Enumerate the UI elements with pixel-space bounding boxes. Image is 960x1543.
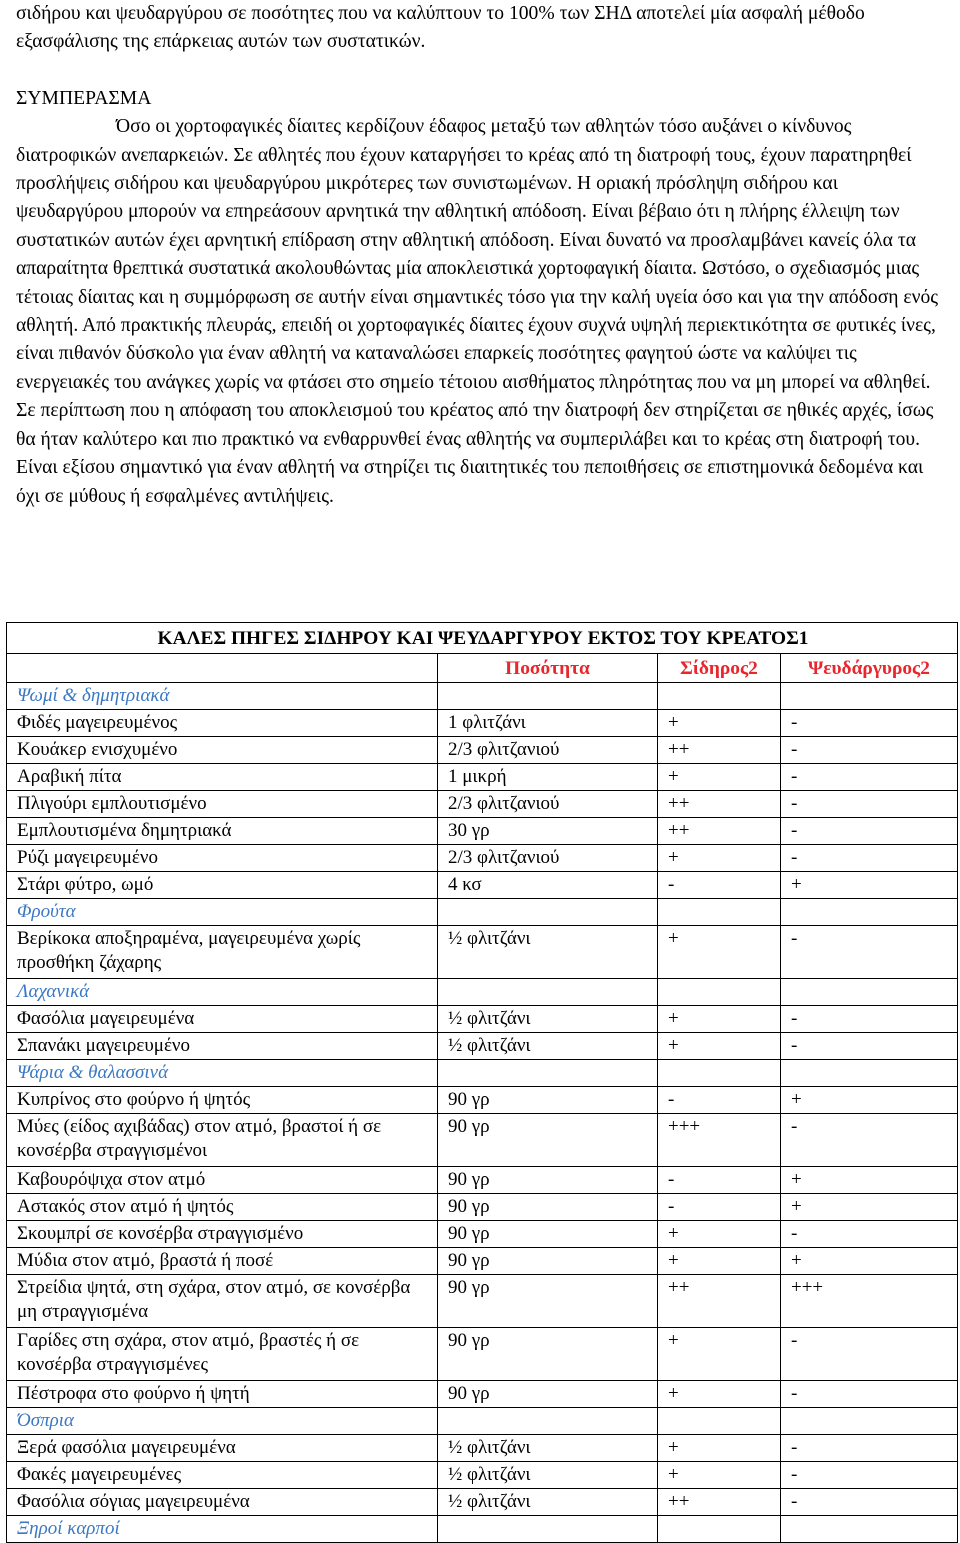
food-name-cell: Κυπρίνος στο φούρνο ή ψητός: [7, 1087, 438, 1114]
category-row: [7, 979, 958, 1006]
table-header-row: [7, 654, 958, 683]
food-name-cell: Ρύζι μαγειρευμένο: [7, 845, 438, 872]
table-row: [7, 1114, 958, 1167]
header-iron: Σίδηρος2: [658, 654, 781, 683]
table-row: [7, 1435, 958, 1462]
zinc-cell: -: [781, 1114, 958, 1167]
table-row: [7, 737, 958, 764]
table-row: [7, 764, 958, 791]
iron-cell: +: [658, 1221, 781, 1248]
document-body: [16, 0, 944, 511]
food-name-cell: Φακές μαγειρευμένες: [7, 1462, 438, 1489]
category-row: [7, 1408, 958, 1435]
empty-cell: [658, 1516, 781, 1543]
category-label: Ψωμί & δημητριακά: [7, 683, 438, 710]
food-name-cell: Σκουμπρί σε κονσέρβα στραγγισμένο: [7, 1221, 438, 1248]
food-name-cell: Αστακός στον ατμό ή ψητός: [7, 1194, 438, 1221]
category-label: Λαχανικά: [7, 979, 438, 1006]
food-name-cell: Γαρίδες στη σχάρα, στον ατμό, βραστές ή σε κονσέρβα στραγγισμένες: [7, 1328, 438, 1381]
quantity-cell: 90 γρ: [438, 1275, 658, 1328]
food-name-cell: Φιδές μαγειρευμένος: [7, 710, 438, 737]
table-row: [7, 845, 958, 872]
food-name-cell: Εμπλουτισμένα δημητριακά: [7, 818, 438, 845]
iron-cell: +: [658, 1328, 781, 1381]
food-name-cell: Κουάκερ ενισχυμένο: [7, 737, 438, 764]
empty-cell: [781, 1516, 958, 1543]
iron-cell: +: [658, 1248, 781, 1275]
table-row: [7, 1489, 958, 1516]
category-row: [7, 1060, 958, 1087]
zinc-cell: +: [781, 1167, 958, 1194]
food-name-cell: Φασόλια σόγιας μαγειρευμένα: [7, 1489, 438, 1516]
zinc-cell: +++: [781, 1275, 958, 1328]
conclusion-paragraph: Όσο οι χορτοφαγικές δίαιτες κερδίζουν έδαφος μεταξύ των αθλητών τόσο αυξάνει ο κίνδυνος διατροφικών ανεπαρκειών. Σε αθλητές που έχουν καταργήσει το κρέας από τη διατροφή τους, έχουν παρατηρηθεί προσλήψεις σιδήρου και ψευδαργύρου μικρότερες των συνιστωμένων. Η οριακή πρόσληψη σιδήρου και ψευδαργύρου μπορούν να επηρεάσουν αρνητικά την αθλητική απόδοση. Είναι βέβαιο ότι η πλήρης έλλειψη των συστατικών αυτών έχει αρνητική επίδραση στην αθλητική απόδοση. Είναι δυνατό να προσλαμβάνει κανείς όλα τα απαραίτητα θρεπτικά συστατικά ακολουθώντας μία αποκλειστικά χορτοφαγική δίαιτα. Ωστόσο, ο σχεδιασμός μιας τέτοιας δίαιτας και η συμμόρφωση σε αυτήν είναι σημαντικές τόσο για την καλή υγεία όσο και για την απόδοση ενός αθλητή. Από πρακτικής πλευράς, επειδή οι χορτοφαγικές δίαιτες έχουν συχνά υψηλή περιεκτικότητα σε φυτικές ίνες, είναι πιθανόν δύσκολο για έναν αθλητή να καταναλώσει επαρκείς ποσότητες φαγητού ώστε να καλύψει τις ενεργειακές του ανάγκες χωρίς να φτάσει στο σημείο τέτοιου αισθήματος πληρότητας που να μη μπορεί να αθληθεί. Σε περίπτωση που η απόφαση του αποκλεισμού του κρέατος από την διατροφή δεν στηρίζεται σε ηθικές αρχές, ίσως θα ήταν καλύτερο και πιο πρακτικό να ενθαρρυνθεί ένας αθλητής να συμπεριλάβει και το κρέας στη διατροφή του. Είναι εξίσου σημαντικό για έναν αθλητή να στηρίζει τις διαιτητικές του πεποιθήσεις σε επιστημονικά δεδομένα και όχι σε μύθους ή εσφαλμένες αντιλήψεις.: [16, 116, 939, 507]
zinc-cell: -: [781, 1006, 958, 1033]
food-name-cell: Αραβική πίτα: [7, 764, 438, 791]
empty-cell: [781, 1408, 958, 1435]
food-name-cell: Μύες (είδος αχιβάδας) στον ατμό, βραστοί ή σε κονσέρβα στραγγισμένοι: [7, 1114, 438, 1167]
zinc-cell: +: [781, 1087, 958, 1114]
quantity-cell: ½ φλιτζάνι: [438, 1033, 658, 1060]
table-row: [7, 1033, 958, 1060]
zinc-cell: -: [781, 1033, 958, 1060]
quantity-cell: 2/3 φλιτζανιού: [438, 845, 658, 872]
table-row: [7, 1462, 958, 1489]
quantity-cell: 90 γρ: [438, 1381, 658, 1408]
empty-cell: [781, 683, 958, 710]
empty-cell: [438, 1060, 658, 1087]
category-row: [7, 683, 958, 710]
iron-cell: +++: [658, 1114, 781, 1167]
iron-cell: +: [658, 845, 781, 872]
category-label: Φρούτα: [7, 899, 438, 926]
food-name-cell: Καβουρόψιχα στον ατμό: [7, 1167, 438, 1194]
zinc-cell: +: [781, 1248, 958, 1275]
zinc-cell: -: [781, 1489, 958, 1516]
table-row: [7, 1006, 958, 1033]
intro-paragraph: σιδήρου και ψευδαργύρου σε ποσότητες που να καλύπτουν το 100% των ΣΗΔ αποτελεί μία ασφαλή μέθοδο εξασφάλισης της επάρκειας αυτών των συστατικών.: [16, 3, 865, 53]
zinc-cell: -: [781, 791, 958, 818]
quantity-cell: 90 γρ: [438, 1194, 658, 1221]
empty-cell: [438, 899, 658, 926]
iron-cell: -: [658, 1167, 781, 1194]
iron-cell: +: [658, 1435, 781, 1462]
iron-cell: -: [658, 872, 781, 899]
table-row: [7, 872, 958, 899]
food-name-cell: Ξερά φασόλια μαγειρευμένα: [7, 1435, 438, 1462]
category-row: [7, 899, 958, 926]
zinc-cell: -: [781, 1381, 958, 1408]
food-name-cell: Στάρι φύτρο, ωμό: [7, 872, 438, 899]
quantity-cell: 90 γρ: [438, 1087, 658, 1114]
table-row: [7, 1087, 958, 1114]
food-name-cell: Μύδια στον ατμό, βραστά ή ποσέ: [7, 1248, 438, 1275]
food-name-cell: Φασόλια μαγειρευμένα: [7, 1006, 438, 1033]
quantity-cell: 30 γρ: [438, 818, 658, 845]
iron-cell: +: [658, 926, 781, 979]
table-row: [7, 1248, 958, 1275]
empty-cell: [438, 683, 658, 710]
food-name-cell: Σπανάκι μαγειρευμένο: [7, 1033, 438, 1060]
iron-cell: ++: [658, 737, 781, 764]
empty-cell: [781, 899, 958, 926]
zinc-cell: -: [781, 737, 958, 764]
food-name-cell: Βερίκοκα αποξηραμένα, μαγειρευμένα χωρίς προσθήκη ζάχαρης: [7, 926, 438, 979]
food-name-cell: Στρείδια ψητά, στη σχάρα, στον ατμό, σε κονσέρβα μη στραγγισμένα: [7, 1275, 438, 1328]
quantity-cell: ½ φλιτζάνι: [438, 1006, 658, 1033]
quantity-cell: 90 γρ: [438, 1221, 658, 1248]
quantity-cell: 2/3 φλιτζανιού: [438, 791, 658, 818]
table-row: [7, 1167, 958, 1194]
header-empty-cell: [7, 654, 438, 683]
quantity-cell: 2/3 φλιτζανιού: [438, 737, 658, 764]
quantity-cell: 1 φλιτζάνι: [438, 710, 658, 737]
empty-cell: [781, 979, 958, 1006]
quantity-cell: 90 γρ: [438, 1167, 658, 1194]
food-sources-table: [6, 622, 958, 1543]
iron-cell: ++: [658, 818, 781, 845]
zinc-cell: -: [781, 926, 958, 979]
header-quantity: Ποσότητα: [438, 654, 658, 683]
category-label: Όσπρια: [7, 1408, 438, 1435]
zinc-cell: -: [781, 1435, 958, 1462]
empty-cell: [658, 979, 781, 1006]
table-row: [7, 818, 958, 845]
empty-cell: [438, 979, 658, 1006]
zinc-cell: -: [781, 764, 958, 791]
table-title: ΚΑΛΕΣ ΠΗΓΕΣ ΣΙΔΗΡΟΥ ΚΑΙ ΨΕΥΔΑΡΓΥΡΟΥ ΕΚΤΟΣ ΤΟΥ ΚΡΕΑΤΟΣ1: [7, 623, 958, 654]
quantity-cell: ½ φλιτζάνι: [438, 1462, 658, 1489]
food-name-cell: Πλιγούρι εμπλουτισμένο: [7, 791, 438, 818]
zinc-cell: -: [781, 1328, 958, 1381]
iron-cell: +: [658, 710, 781, 737]
category-label: Ψάρια & θαλασσινά: [7, 1060, 438, 1087]
zinc-cell: +: [781, 1194, 958, 1221]
zinc-cell: -: [781, 1221, 958, 1248]
table-row: [7, 1194, 958, 1221]
empty-cell: [438, 1408, 658, 1435]
table-row: [7, 926, 958, 979]
zinc-cell: -: [781, 845, 958, 872]
empty-cell: [438, 1516, 658, 1543]
iron-cell: +: [658, 1006, 781, 1033]
table-row: [7, 1221, 958, 1248]
empty-cell: [658, 683, 781, 710]
zinc-cell: -: [781, 818, 958, 845]
quantity-cell: ½ φλιτζάνι: [438, 1489, 658, 1516]
iron-cell: +: [658, 1033, 781, 1060]
food-name-cell: Πέστροφα στο φούρνο ή ψητή: [7, 1381, 438, 1408]
table-title-row: [7, 623, 958, 654]
iron-cell: +: [658, 1462, 781, 1489]
table-row: [7, 791, 958, 818]
quantity-cell: 4 κσ: [438, 872, 658, 899]
quantity-cell: ½ φλιτζάνι: [438, 926, 658, 979]
quantity-cell: ½ φλιτζάνι: [438, 1435, 658, 1462]
empty-cell: [658, 1060, 781, 1087]
iron-cell: ++: [658, 1489, 781, 1516]
iron-cell: -: [658, 1087, 781, 1114]
quantity-cell: 1 μικρή: [438, 764, 658, 791]
empty-cell: [658, 899, 781, 926]
iron-cell: -: [658, 1194, 781, 1221]
category-row: [7, 1516, 958, 1543]
iron-cell: +: [658, 1381, 781, 1408]
empty-cell: [658, 1408, 781, 1435]
iron-cell: ++: [658, 791, 781, 818]
quantity-cell: 90 γρ: [438, 1248, 658, 1275]
table-row: [7, 710, 958, 737]
iron-cell: +: [658, 764, 781, 791]
empty-cell: [781, 1060, 958, 1087]
category-label: Ξηροί καρποί: [7, 1516, 438, 1543]
table-row: [7, 1381, 958, 1408]
zinc-cell: -: [781, 1462, 958, 1489]
section-heading: ΣΥΜΠΕΡΑΣΜΑ: [16, 87, 152, 109]
zinc-cell: -: [781, 710, 958, 737]
quantity-cell: 90 γρ: [438, 1114, 658, 1167]
zinc-cell: +: [781, 872, 958, 899]
table-row: [7, 1275, 958, 1328]
iron-cell: ++: [658, 1275, 781, 1328]
quantity-cell: 90 γρ: [438, 1328, 658, 1381]
table-row: [7, 1328, 958, 1381]
header-zinc: Ψευδάργυρος2: [781, 654, 958, 683]
